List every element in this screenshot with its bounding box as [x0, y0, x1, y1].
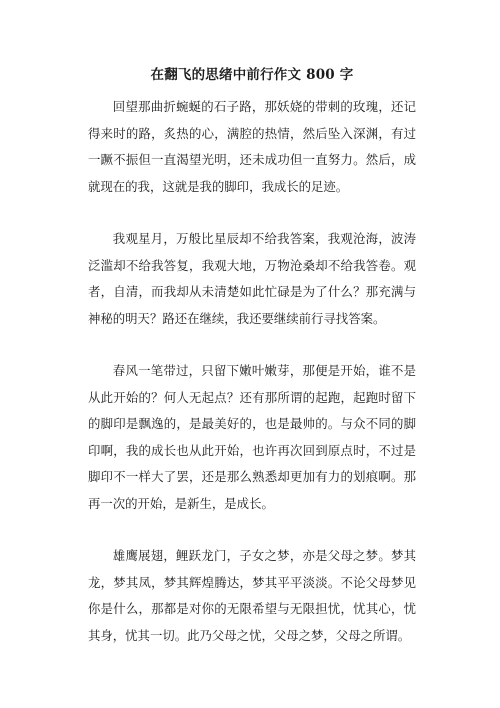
essay-paragraph-3: 春风一笔带过，只留下嫩叶嫩芽，那便是开始，谁不是从此开始的？何人无起点？还有那所谓的起跑，起跑时留下的脚印是飘逸的，是最美好的，也是最帅的。与众不同的脚印啊，我的成长也从此开始，也许再次回到原点时，不过是脚印不一样大了罢，还是那么熟悉却更加有力的划痕啊。那再一次的开始，是新生，是成长。	[88, 363, 416, 511]
essay-paragraph-4: 雄鹰展翅，鲤跃龙门，子女之梦，亦是父母之梦。梦其龙，梦其凤，梦其辉煌腾达，梦其平平淡淡。不论父母梦见你是什么，那都是对你的无限希望与无限担忧，忧其心，忧其身，忧其一切。此乃父母之忧，父母之梦，父母之所谓。	[88, 548, 416, 643]
essay-paragraph-1: 回望那曲折蜿蜒的石子路，那妖娆的带刺的玫瑰，还记得来时的路，炙热的心，满腔的热情，然后坠入深渊，有过一蹶不振但一直渴望光明，还未成功但一直努力。然后，成就现在的我，这就是我的脚印，我成长的足迹。	[88, 99, 416, 194]
essay-title: 在翻飞的思绪中前行作文 800 字	[150, 67, 354, 83]
essay-paragraph-2: 我观星月，万般比星辰却不给我答案，我观沧海，波涛泛滥却不给我答复，我观大地，万物沧桑却不给我答卷。观者，自清，而我却从未清楚如此忙碌是为了什么？那充满与神秘的明天？路还在继续，我还要继续前行寻找答案。	[88, 231, 416, 326]
